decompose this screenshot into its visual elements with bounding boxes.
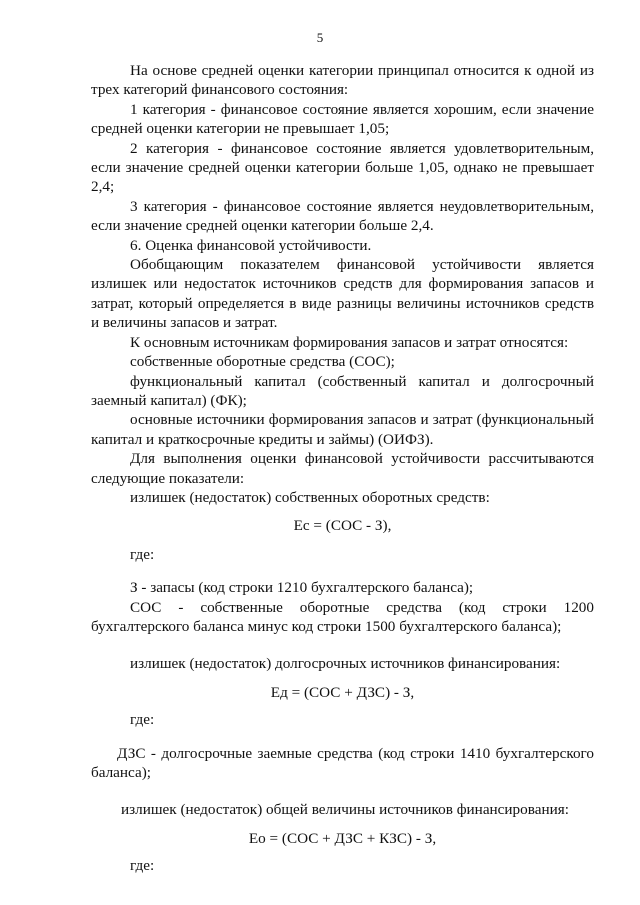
formula-eo: Ео = (СОС + ДЗС + КЗС) - З,: [248, 829, 437, 847]
page-number: 5: [316, 30, 324, 45]
list-item-oifz: основные источники формирования запасов и затрат (функциональный капитал и краткосрочные кредиты и займы) (ОИФЗ).: [91, 411, 594, 448]
formula-ed: Ед = (СОС + ДЗС) - З,: [270, 683, 415, 701]
paragraph-indicator-eo: излишек (недостаток) общей величины источников финансирования:: [121, 801, 569, 819]
definition-z: З - запасы (код строки 1210 бухгалтерского баланса);: [130, 579, 474, 597]
where-label-2: где:: [130, 711, 155, 729]
paragraph-indicators-intro: Для выполнения оценки финансовой устойчивости рассчитываются следующие показатели:: [91, 450, 594, 487]
where-label-3: где:: [130, 857, 155, 875]
formula-ec: Ес = (СОС - З),: [293, 517, 392, 535]
paragraph-sources-intro: К основным источникам формирования запасов и затрат относятся:: [130, 333, 569, 351]
paragraph-category-intro: На основе средней оценки категории принципал относится к одной из трех категорий финансового состояния:: [91, 62, 594, 99]
paragraph-category-3: 3 категория - финансовое состояние является неудовлетворительным, если значение средней оценки категории больше 2,4.: [91, 197, 594, 235]
paragraph-category-2: 2 категория - финансовое состояние является удовлетворительным, если значение средней оценки категории больше 1,05, однако не превышает 2,4;: [91, 139, 594, 196]
document-body: [91, 61, 594, 876]
paragraph-category-1: 1 категория - финансовое состояние является хорошим, если значение средней оценки категории не превышает 1,05;: [91, 100, 594, 138]
definition-sos: СОС - собственные оборотные средства (код строки 1200 бухгалтерского баланса минус код строки 1500 бухгалтерского баланса);: [91, 598, 594, 635]
paragraph-indicator-ed: излишек (недостаток) долгосрочных источников финансирования:: [130, 655, 561, 673]
where-label-1: где:: [130, 545, 155, 563]
definition-dzs: ДЗС - долгосрочные заемные средства (код строки 1410 бухгалтерского баланса);: [91, 744, 594, 781]
paragraph-indicator-ec: излишек (недостаток) собственных оборотных средств:: [130, 488, 490, 506]
list-item-sos: собственные оборотные средства (СОС);: [130, 353, 395, 371]
paragraph-general-indicator: Обобщающим показателем финансовой устойчивости является излишек или недостаток источников средств для формирования запасов и затрат, который определяется в виде разницы величины источников средств и величины запасов и затрат.: [91, 256, 594, 332]
section-heading-financial-stability: 6. Оценка финансовой устойчивости.: [130, 236, 372, 254]
list-item-fk: функциональный капитал (собственный капитал и долгосрочный заемный капитал) (ФК);: [91, 372, 594, 409]
